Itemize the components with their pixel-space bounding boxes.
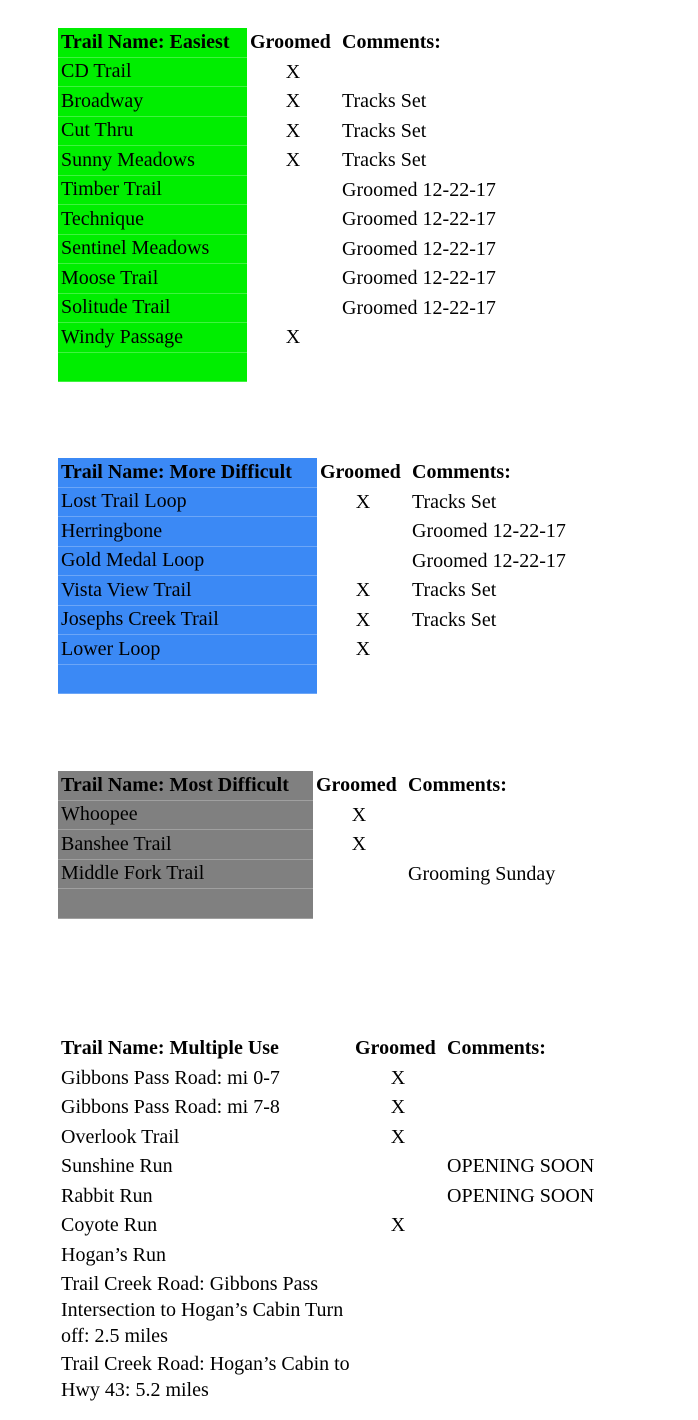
table-row (58, 1182, 594, 1212)
trail-comment: OPENING SOON (447, 1184, 595, 1207)
groomed-mark: X (351, 833, 367, 856)
groomed-mark: X (355, 608, 371, 631)
trail-name: Gibbons Pass Road: mi 0-7 (61, 1066, 280, 1089)
table-row (58, 1211, 594, 1241)
table-header (58, 1034, 594, 1064)
groomed-mark: X (390, 1125, 406, 1148)
table-row (58, 606, 566, 636)
groomed-mark: X (355, 490, 371, 513)
groomed-mark: X (390, 1096, 406, 1119)
table-row (58, 176, 496, 206)
trail-name: Vista View Trail (58, 576, 317, 606)
table-row (58, 323, 496, 353)
header-comments: Comments: (412, 461, 511, 484)
trail-comment: Tracks Set (412, 608, 497, 631)
trail-name: Broadway (58, 87, 247, 117)
table-row (58, 58, 496, 88)
table-row (58, 1064, 594, 1094)
table-row (58, 1270, 594, 1350)
groomed-mark (247, 294, 339, 324)
trail-name: Whoopee (58, 801, 313, 831)
trail-name: Josephs Creek Trail (58, 606, 317, 636)
trail-comment: Grooming Sunday (408, 862, 556, 885)
groomed-mark: X (285, 326, 301, 349)
trail-comment (444, 1093, 447, 1123)
table-row (58, 264, 496, 294)
header-trail-name: Trail Name: Easiest (58, 28, 247, 58)
table-row (58, 235, 496, 265)
header-trail-name: Trail Name: Multiple Use (61, 1037, 279, 1060)
trail-comment: Groomed 12-22-17 (342, 178, 496, 201)
trail-comment (444, 1241, 447, 1271)
groomed-mark (247, 205, 339, 235)
header-groomed: Groomed (355, 1037, 436, 1060)
most-difficult-trails-table (58, 771, 555, 919)
groomed-mark: X (390, 1214, 406, 1237)
groomed-mark (247, 176, 339, 206)
trail-comment: Tracks Set (412, 579, 497, 602)
empty-row (58, 889, 555, 919)
more-difficult-trails-table (58, 458, 566, 694)
table-row (58, 1093, 594, 1123)
trail-name: Solitude Trail (58, 294, 247, 324)
groomed-mark (352, 1152, 444, 1182)
trail-comment: Tracks Set (342, 149, 427, 172)
table-header (58, 28, 496, 58)
trail-comment: Tracks Set (342, 119, 427, 142)
trail-comment (409, 635, 412, 665)
groomed-mark (247, 235, 339, 265)
trail-name: CD Trail (58, 58, 247, 88)
trail-name: Lost Trail Loop (58, 488, 317, 518)
trail-name: Moose Trail (58, 264, 247, 294)
groomed-mark: X (351, 803, 367, 826)
trail-name: Sunny Meadows (58, 146, 247, 176)
table-row (58, 1350, 594, 1405)
trail-name: Trail Creek Road: Gibbons Pass Intersection to Hogan’s Cabin Turn off: 2.5 miles (61, 1273, 344, 1347)
trail-name: Windy Passage (58, 323, 247, 353)
trail-name: Trail Creek Road: Hogan’s Cabin to Hwy 43: 5.2 miles (61, 1353, 350, 1401)
table-row (58, 117, 496, 147)
table-row (58, 1241, 594, 1271)
table-row (58, 801, 555, 831)
header-groomed: Groomed (316, 774, 397, 797)
groomed-mark (352, 1182, 444, 1212)
table-row (58, 517, 566, 547)
empty-cell (58, 353, 247, 383)
trail-comment (339, 58, 342, 88)
groomed-mark (352, 1270, 444, 1350)
trail-comment (444, 1123, 447, 1153)
trail-name: Technique (58, 205, 247, 235)
easiest-trails-table (58, 28, 496, 382)
header-trail-name: Trail Name: More Difficult (58, 458, 317, 488)
multiple-use-trails-table (58, 1034, 594, 1405)
groomed-mark (317, 547, 409, 577)
table-row (58, 576, 566, 606)
trail-name: Gold Medal Loop (58, 547, 317, 577)
groomed-mark: X (285, 149, 301, 172)
table-header (58, 771, 555, 801)
trail-comment (444, 1064, 447, 1094)
header-comments: Comments: (342, 31, 441, 54)
groomed-mark: X (285, 90, 301, 113)
table-header (58, 458, 566, 488)
empty-cell (58, 665, 317, 695)
table-row (58, 1152, 594, 1182)
trail-comment: Groomed 12-22-17 (342, 237, 496, 260)
header-groomed: Groomed (320, 461, 401, 484)
trail-comment (405, 830, 408, 860)
trail-comment: Groomed 12-22-17 (412, 520, 566, 543)
trail-name: Cut Thru (58, 117, 247, 147)
table-row (58, 830, 555, 860)
trail-name: Lower Loop (58, 635, 317, 665)
table-row (58, 205, 496, 235)
groomed-mark (317, 517, 409, 547)
trail-comment: Groomed 12-22-17 (412, 549, 566, 572)
trail-name: Middle Fork Trail (58, 860, 313, 890)
trail-comment (405, 801, 408, 831)
trail-name: Gibbons Pass Road: mi 7-8 (61, 1096, 280, 1119)
table-row (58, 87, 496, 117)
trail-name: Sentinel Meadows (58, 235, 247, 265)
trail-name: Herringbone (58, 517, 317, 547)
groomed-mark: X (285, 60, 301, 83)
groomed-mark: X (390, 1066, 406, 1089)
trail-name: Rabbit Run (61, 1184, 153, 1207)
header-comments: Comments: (408, 774, 507, 797)
table-row (58, 1123, 594, 1153)
trail-comment (444, 1211, 447, 1241)
table-row (58, 146, 496, 176)
groomed-mark (313, 860, 405, 890)
trail-name: Sunshine Run (61, 1155, 173, 1178)
trail-comment: Groomed 12-22-17 (342, 267, 496, 290)
header-trail-name: Trail Name: Most Difficult (58, 771, 313, 801)
trail-comment (339, 323, 342, 353)
groomed-mark: X (355, 638, 371, 661)
empty-row (58, 353, 496, 383)
table-row (58, 294, 496, 324)
groomed-mark (352, 1241, 444, 1271)
trail-comment: Groomed 12-22-17 (342, 208, 496, 231)
table-row (58, 547, 566, 577)
table-row (58, 635, 566, 665)
trail-comment: Groomed 12-22-17 (342, 296, 496, 319)
empty-row (58, 665, 566, 695)
header-comments: Comments: (447, 1037, 546, 1060)
trail-comment (444, 1270, 447, 1350)
groomed-mark (352, 1350, 444, 1405)
trail-comment: Tracks Set (412, 490, 497, 513)
groomed-mark: X (285, 119, 301, 142)
header-groomed: Groomed (250, 31, 331, 54)
groomed-mark (247, 264, 339, 294)
table-row (58, 488, 566, 518)
groomed-mark: X (355, 579, 371, 602)
trail-name: Coyote Run (61, 1214, 158, 1237)
trail-comment: Tracks Set (342, 90, 427, 113)
trail-comment: OPENING SOON (447, 1155, 595, 1178)
trail-comment (444, 1350, 447, 1405)
trail-name: Overlook Trail (61, 1125, 180, 1148)
trail-name: Timber Trail (58, 176, 247, 206)
table-row (58, 860, 555, 890)
trail-name: Hogan’s Run (61, 1243, 166, 1266)
empty-cell (58, 889, 313, 919)
trail-name: Banshee Trail (58, 830, 313, 860)
